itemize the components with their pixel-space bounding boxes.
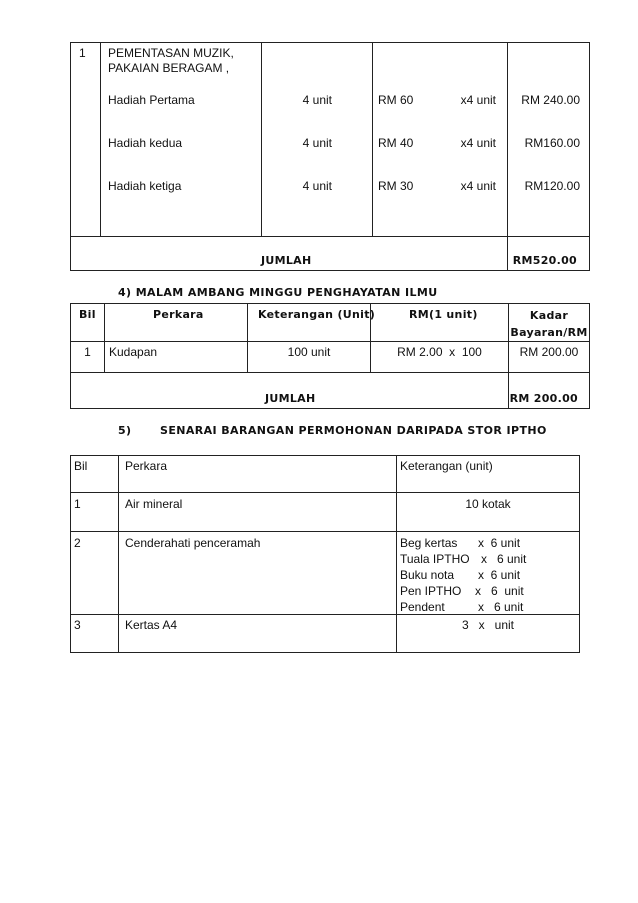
s5-row3-perkara: Kertas A4 — [125, 618, 178, 632]
s5-row3-perkara-cell — [119, 615, 397, 653]
event-title-line2: PAKAIAN BERAGAM , — [108, 61, 230, 75]
price-cell — [373, 43, 508, 237]
unit-cell — [262, 43, 373, 237]
s5-item-qty-2: x 6 unit — [481, 552, 527, 566]
prize-qty-2: x4 unit — [460, 136, 496, 150]
row-rm: RM 2.00 x 100 — [397, 345, 482, 359]
s5-row1-bil-cell — [71, 493, 119, 532]
s5-row2-perkara-cell — [119, 532, 397, 615]
header-keterangan-cell — [248, 304, 376, 342]
s5-item-qty-4: x 6 unit — [475, 584, 524, 598]
header-kadar-line1: Kadar — [529, 309, 569, 322]
prize-unit-1: 4 unit — [302, 93, 332, 107]
row-bil: 1 — [84, 345, 91, 359]
prize-total-3: RM120.00 — [524, 179, 580, 193]
s5-header-keterangan: Keterangan (unit) — [400, 459, 493, 473]
row-number-cell — [71, 43, 101, 237]
row-perkara-cell — [105, 342, 248, 373]
row-keterangan: 100 unit — [287, 345, 331, 359]
s5-row2-items-cell — [397, 532, 580, 615]
prize-total-2: RM160.00 — [524, 136, 580, 150]
s5-item-name-1: Beg kertas — [400, 536, 458, 550]
prize-name-1: Hadiah Pertama — [108, 93, 195, 107]
s5-item-name-2: Tuala IPTHO — [400, 552, 470, 566]
s5-header-perkara: Perkara — [125, 459, 168, 473]
header-perkara: Perkara — [153, 308, 204, 321]
header-kadar-line2: Bayaran/RM — [510, 326, 588, 339]
prize-qty-3: x4 unit — [460, 179, 496, 193]
s4-jumlah-label: JUMLAH — [265, 392, 316, 405]
s5-row1-keterangan: 10 kotak — [465, 497, 511, 511]
header-keterangan: Keterangan (Unit) — [258, 308, 376, 321]
description-cell — [101, 43, 262, 237]
row-keterangan-cell — [248, 342, 371, 373]
total-cell — [508, 43, 590, 237]
prize-unit-3: 4 unit — [302, 179, 332, 193]
prize-total-1: RM 240.00 — [521, 93, 580, 107]
s5-item-name-5: Pendent — [400, 600, 445, 614]
jumlah-label-cell — [71, 237, 508, 271]
section5-number: 5) — [118, 424, 132, 437]
header-bil: Bil — [79, 308, 96, 321]
prize-unit-2: 4 unit — [302, 136, 332, 150]
row-rm-cell — [371, 342, 509, 373]
s5-row2-bil: 2 — [74, 536, 81, 550]
prize-name-2: Hadiah kedua — [108, 136, 183, 150]
s4-jumlah-value-cell — [509, 373, 590, 409]
header-rm-cell — [371, 304, 509, 342]
section5-title: SENARAI BARANGAN PERMOHONAN DARIPADA STOR IPTHO — [160, 424, 547, 437]
header-perkara-cell — [105, 304, 248, 342]
s5-row1-perkara: Air mineral — [125, 497, 183, 511]
s5-item-qty-1: x 6 unit — [478, 536, 521, 550]
row-number: 1 — [79, 46, 86, 60]
jumlah-value-cell — [508, 237, 590, 271]
prize-name-3: Hadiah ketiga — [108, 179, 182, 193]
row-perkara: Kudapan — [109, 345, 158, 359]
row-kadar: RM 200.00 — [519, 345, 579, 359]
s5-row2-bil-cell — [71, 532, 119, 615]
s5-item-name-4: Pen IPTHO — [400, 584, 462, 598]
header-rm: RM(1 unit) — [409, 308, 478, 321]
s5-header-bil-cell — [71, 456, 119, 493]
s4-jumlah-value: RM 200.00 — [509, 392, 578, 405]
s5-row3-keterangan: 3 x unit — [461, 618, 515, 632]
store-request-table — [70, 455, 580, 653]
s5-header-keterangan-cell — [397, 456, 580, 493]
prize-price-1: RM 60 — [378, 93, 414, 107]
jumlah-label: JUMLAH — [261, 254, 312, 267]
s5-row1-keterangan-cell — [397, 493, 580, 532]
prize-price-2: RM 40 — [378, 136, 414, 150]
section4-title: 4) MALAM AMBANG MINGGU PENGHAYATAN ILMU — [118, 286, 438, 299]
s5-row3-keterangan-cell — [397, 615, 580, 653]
s4-jumlah-label-cell — [71, 373, 509, 409]
prize-qty-1: x4 unit — [460, 93, 496, 107]
jumlah-value: RM520.00 — [512, 254, 577, 267]
s5-row2-perkara: Cenderahati penceramah — [125, 536, 261, 550]
s5-header-perkara-cell — [119, 456, 397, 493]
header-bil-cell — [71, 304, 105, 342]
s5-row1-bil: 1 — [74, 497, 81, 511]
s5-row3-bil: 3 — [74, 618, 81, 632]
s5-row3-bil-cell — [71, 615, 119, 653]
event-title-line1: PEMENTASAN MUZIK, — [108, 46, 234, 60]
prize-price-3: RM 30 — [378, 179, 414, 193]
header-kadar-cell — [509, 304, 590, 342]
snack-table — [70, 303, 590, 409]
s5-item-qty-5: x 6 unit — [478, 600, 524, 614]
row-kadar-cell — [509, 342, 590, 373]
s5-item-qty-3: x 6 unit — [478, 568, 521, 582]
prize-table — [70, 42, 590, 271]
row-bil-cell — [71, 342, 105, 373]
s5-item-name-3: Buku nota — [400, 568, 455, 582]
s5-row1-perkara-cell — [119, 493, 397, 532]
s5-header-bil: Bil — [74, 459, 88, 473]
